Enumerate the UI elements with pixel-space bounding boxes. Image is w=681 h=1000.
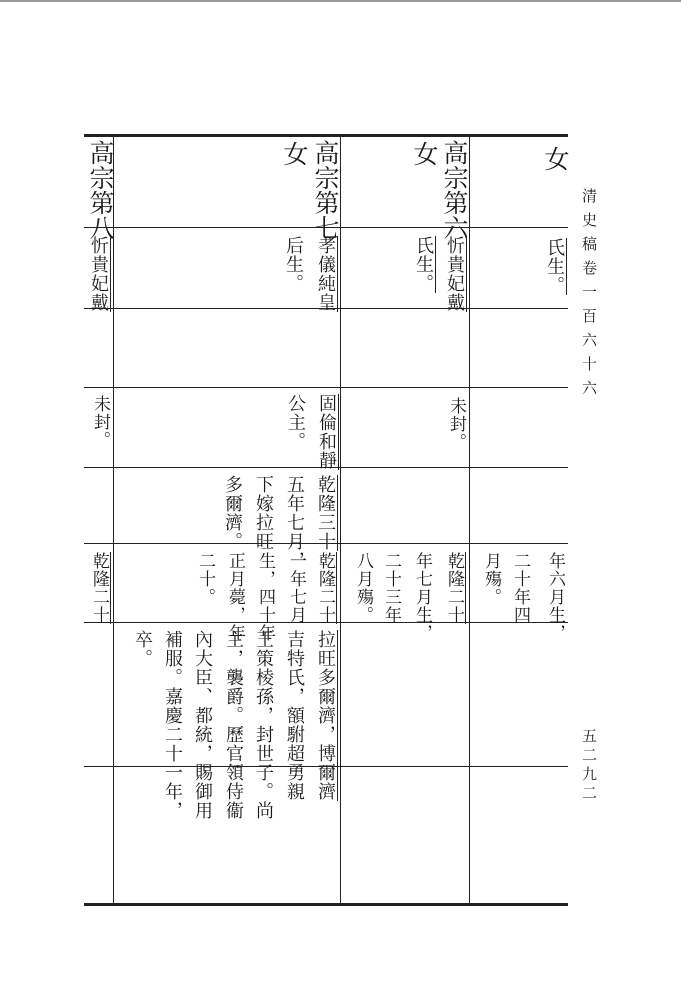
col3-mother-1: 忻貴妃戴 [88, 236, 109, 312]
col2-mother-1: 孝儀純皇 [315, 236, 336, 312]
col3-birth-1: 乾隆二十 [89, 552, 109, 624]
rule-row-3 [84, 387, 568, 388]
col2-mother-2: 后生。 [283, 236, 304, 293]
col1-rank: 未封。 [446, 397, 466, 451]
col0-birth-2: 二十年四 [510, 552, 530, 624]
col2-birth-2: 一年七月 [286, 552, 306, 624]
col2-birth-5: 二十。 [195, 552, 215, 606]
col2-marriage-4: 多爾濟。 [222, 475, 243, 551]
col2-spouse-2: 吉特氏，額駙超勇親 [284, 630, 305, 801]
rule-col-b [340, 134, 341, 905]
col1-title-suffix: 女 [410, 141, 439, 166]
page-number: 五二九二 [580, 728, 598, 804]
rule-top [84, 134, 568, 137]
rule-col-a [113, 134, 114, 905]
col0-title: 女 [541, 146, 570, 171]
col1-mother-2: 氏生。 [413, 236, 434, 293]
col2-spouse-5: 內大臣、都統，賜御用 [192, 630, 213, 820]
col2-marriage-3: 下嫁拉旺 [253, 475, 274, 551]
col0-birth-1: 年六月生， [545, 552, 565, 642]
col0-birth-3: 月殤。 [481, 552, 501, 606]
col2-spouse-4: 主，襲爵。歷官領侍衞 [223, 630, 244, 820]
col2-marriage-1: 乾隆三十 [315, 475, 336, 551]
col1-birth-2: 年七月生， [412, 552, 432, 642]
scan-top-edge [0, 0, 681, 2]
col2-rank-1: 固倫和靜 [316, 394, 337, 470]
col2-birth-4: 正月薨，年 [225, 552, 245, 642]
col2-birth-3: 生，四十年 [255, 552, 275, 642]
col2-marriage-2: 五年七月， [284, 475, 305, 570]
col2-spouse-1: 拉旺多爾濟，博爾濟 [315, 630, 336, 801]
col2-rank-2: 公主。 [285, 394, 306, 451]
col1-birth-1: 乾隆二十 [444, 552, 464, 624]
col1-mother-1: 忻貴妃戴 [444, 236, 465, 312]
book-title: 清史稿卷一百六十六 [580, 188, 598, 404]
rule-bottom [84, 903, 568, 906]
col1-birth-3: 二十三年 [381, 552, 401, 624]
col2-spouse-7: 卒。 [132, 630, 153, 668]
col1-title: 高宗第六 [440, 140, 469, 240]
col2-title: 高宗第七 [311, 140, 340, 240]
col1-birth-4: 八月殤。 [353, 552, 373, 624]
col0-mother: 氏生。 [544, 238, 565, 295]
col2-spouse-3: 王策棱孫，封世子。尚 [253, 630, 274, 820]
col2-title-suffix: 女 [280, 141, 309, 166]
col2-spouse-6: 補服。嘉慶二十一年， [162, 630, 183, 820]
col2-birth-1: 乾隆二十 [315, 552, 335, 624]
col3-rank: 未封。 [90, 395, 110, 449]
rule-col-c [469, 134, 470, 905]
col3-title: 高宗第八 [86, 140, 115, 240]
